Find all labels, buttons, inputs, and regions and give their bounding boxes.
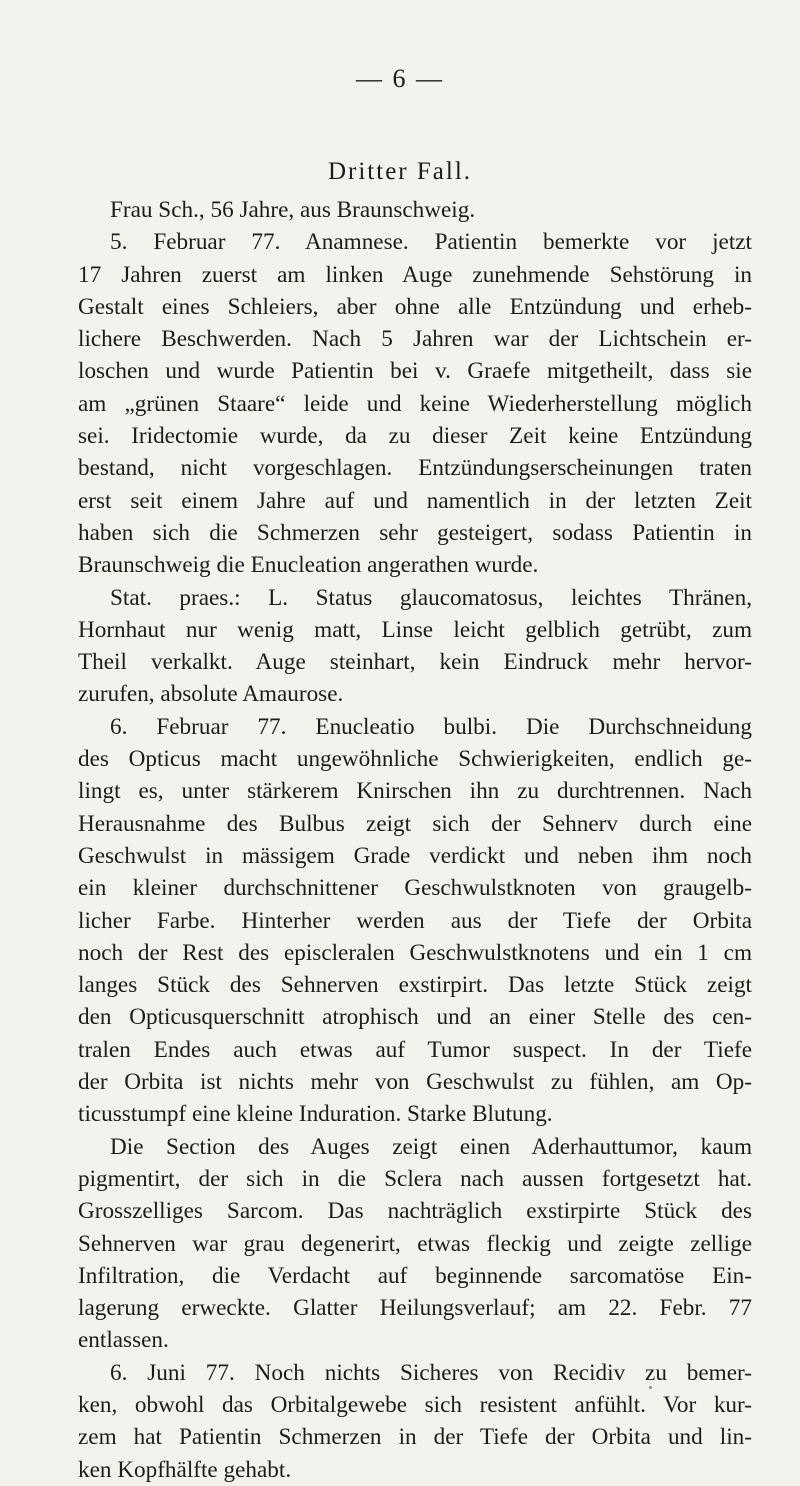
text-line: Herausnahme des Bulbus zeigt sich der Sehnerv durch eine: [78, 810, 752, 837]
text-line: sei. Iridectomie wurde, da zu dieser Zeit keine Entzündung: [78, 423, 752, 450]
text-line: Geschwulst in mässigem Grade verdickt und neben ihm noch: [78, 842, 752, 869]
text-line: 6. Juni 77. Noch nichts Sicheres von Recidiv zu bemer-: [110, 1359, 752, 1386]
text-line: der Orbita ist nichts mehr von Geschwulst zu fühlen, am Op-: [78, 1069, 752, 1096]
text-line: 5. Februar 77. Anamnese. Patientin bemerkte vor jetzt: [110, 229, 752, 256]
text-line: zem hat Patientin Schmerzen in der Tiefe der Orbita und lin-: [78, 1424, 752, 1451]
text-line: ken, obwohl das Orbitalgewebe sich resistent anfühlt. Vor kur-: [78, 1391, 752, 1418]
text-line: erst seit einem Jahre auf und namentlich in der letzten Zeit: [78, 487, 752, 514]
text-line: zurufen, absolute Amaurose.: [78, 681, 344, 708]
text-line: Gestalt eines Schleiers, aber ohne alle Entzündung und erheb-: [78, 293, 752, 320]
text-line: tralen Endes auch etwas auf Tumor suspect. In der Tiefe: [78, 1036, 752, 1063]
text-line: ein kleiner durchschnittener Geschwulstknoten von graugelb-: [78, 875, 752, 902]
text-line: Grosszelliges Sarcom. Das nachträglich exstirpirte Stück des: [78, 1198, 752, 1225]
text-line: Hornhaut nur wenig matt, Linse leicht gelblich getrübt, zum: [78, 616, 752, 643]
text-line: lingt es, unter stärkerem Knirschen ihn zu durchtrennen. Nach: [78, 778, 752, 805]
text-line: des Opticus macht ungewöhnliche Schwierigkeiten, endlich ge-: [78, 746, 752, 773]
text-line: bestand, nicht vorgeschlagen. Entzündungserscheinungen traten: [78, 455, 752, 482]
page-number: — 6 —: [356, 64, 444, 93]
text-line: lagerung erweckte. Glatter Heilungsverlauf; am 22. Febr. 77: [78, 1295, 752, 1322]
text-line: Die Section des Auges zeigt einen Aderhauttumor, kaum: [110, 1133, 752, 1160]
text-line: lichere Beschwerden. Nach 5 Jahren war der Lichtschein er-: [78, 326, 752, 353]
text-line: Sehnerven war grau degenerirt, etwas fleckig und zeigte zellige: [78, 1230, 752, 1257]
text-line: Infiltration, die Verdacht auf beginnende sarcomatöse Ein-: [78, 1262, 752, 1289]
text-line: noch der Rest des episcleralen Geschwulstknotens und ein 1 cm: [78, 939, 752, 966]
text-line: ken Kopfhälfte gehabt.: [78, 1456, 292, 1483]
text-line: den Opticusquerschnitt atrophisch und an einer Stelle des cen-: [78, 1004, 752, 1031]
text-line: pigmentirt, der sich in die Sclera nach aussen fortgesetzt hat.: [78, 1165, 752, 1192]
text-line: entlassen.: [78, 1327, 169, 1354]
text-line: 17 Jahren zuerst am linken Auge zunehmende Sehstörung in: [78, 261, 752, 288]
print-speck: [649, 1386, 652, 1389]
text-line: Stat. praes.: L. Status glaucomatosus, leichtes Thränen,: [110, 584, 752, 611]
text-line: loschen und wurde Patientin bei v. Graefe mitgetheilt, dass sie: [78, 358, 752, 385]
text-line: Theil verkalkt. Auge steinhart, kein Eindruck mehr hervor-: [78, 649, 752, 676]
text-line: langes Stück des Sehnerven exstirpirt. Das letzte Stück zeigt: [78, 972, 752, 999]
text-line: am „grünen Staare“ leide und keine Wiederherstellung möglich: [78, 390, 752, 417]
text-line: licher Farbe. Hinterher werden aus der Tiefe der Orbita: [78, 907, 752, 934]
section-heading: Dritter Fall.: [327, 158, 473, 185]
text-line: Braunschweig die Enucleation angerathen wurde.: [78, 552, 539, 579]
text-line: ticusstumpf eine kleine Induration. Starke Blutung.: [78, 1101, 553, 1128]
text-line: 6. Februar 77. Enucleatio bulbi. Die Durchschneidung: [110, 713, 752, 740]
text-line: Frau Sch., 56 Jahre, aus Braunschweig.: [110, 197, 476, 223]
text-line: haben sich die Schmerzen sehr gesteigert, sodass Patientin in: [78, 519, 752, 546]
case-report-text: [78, 194, 752, 1486]
